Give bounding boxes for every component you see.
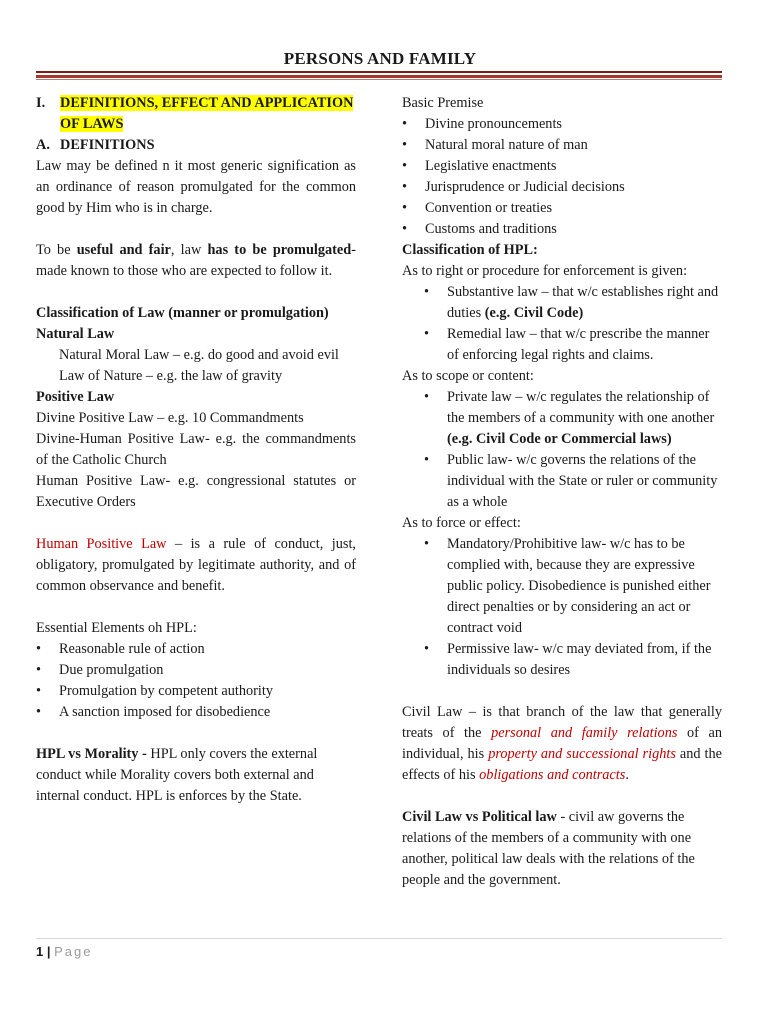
title-rule-middle [36,75,722,78]
divine-positive-law: Divine Positive Law – e.g. 10 Commandments [36,410,304,426]
enforcement-list [402,282,722,366]
hpl-vs-morality: HPL vs Morality - HPL only covers the external conduct while Morality covers both external and internal conduct. HPL is enforces by the State. [36,746,318,804]
title-rule-bottom [36,79,722,80]
list-item: • Divine pronouncements [402,114,722,135]
list-item: • Jurisprudence or Judicial decisions [402,177,722,198]
essential-elements-list [36,639,356,723]
classification-hpl-heading: Classification of HPL: [402,242,538,258]
page-footer: 1 | Page [36,944,93,959]
force-list [402,534,722,681]
list-item: • Legislative enactments [402,156,722,177]
list-item: • Due promulgation [36,660,356,681]
hpl-definition: Human Positive Law – is a rule of conduct, just, obligatory, promulgated by legitimate authority, and of common observance and benefit. [36,536,356,594]
list-item: • Natural moral nature of man [402,135,722,156]
title-rule-top [36,71,722,73]
subsection-number: A. [36,137,50,153]
list-item: • Customs and traditions [402,219,722,240]
subsection-title: DEFINITIONS [60,137,155,153]
as-to-right-label: As to right or procedure for enforcement is given: [402,263,688,279]
law-definition: Law may be defined n it most generic signification as an ordinance of reason promulgated for the common good by Him who is in charge. [36,158,356,216]
section-title: DEFINITIONS, EFFECT AND APPLICATION OF LAWS [60,95,354,132]
positive-law-heading: Positive Law [36,389,115,405]
as-to-force-label: As to force or effect: [402,515,521,531]
document-title: PERSONS AND FAMILY [283,49,477,68]
basic-premise-list [402,114,722,240]
scope-list [402,387,722,513]
classification-of-law-heading: Classification of Law (manner or promulgation) [36,305,329,321]
civil-vs-political-law: Civil Law vs Political law - civil aw governs the relations of the members of a community with one another, political law deals with the relations of the people and the government. [402,809,695,888]
law-of-nature: Law of Nature – e.g. the law of gravity [59,368,283,384]
divine-human-positive-law: Divine-Human Positive Law- e.g. the commandments of the Catholic Church [36,431,356,468]
page-label: Page [54,944,93,959]
list-item: • Promulgation by competent authority [36,681,356,702]
essential-elements-heading: Essential Elements oh HPL: [36,620,197,636]
list-item: • A sanction imposed for disobedience [36,702,356,723]
human-positive-law-example: Human Positive Law- e.g. congressional statutes or Executive Orders [36,473,356,510]
list-item: • Mandatory/Prohibitive law- w/c has to be complied with, because they are expressive public policy. Disobedience is punished either direct penalties or by considering an act or contract void [402,534,722,639]
section-number: I. [36,95,46,111]
page-number: 1 [36,944,44,959]
list-item: • Convention or treaties [402,198,722,219]
list-item: • Remedial law – that w/c prescribe the manner of enforcing legal rights and claims. [402,324,722,366]
basic-premise-heading: Basic Premise [402,95,484,111]
hpl-term: Human Positive Law [36,536,167,552]
section-heading [36,93,356,135]
footer-divider [36,938,722,939]
subsection-heading [36,135,356,156]
useful-paragraph: To be useful and fair, law has to be promulgated- made known to those who are expected to follow it. [36,242,356,279]
list-item: • Reasonable rule of action [36,639,356,660]
natural-law-heading: Natural Law [36,326,115,342]
as-to-scope-label: As to scope or content: [402,368,534,384]
list-item: • Permissive law- w/c may deviated from, if the individuals so desires [402,639,722,681]
list-item: • Substantive law – that w/c establishes right and duties (e.g. Civil Code) [402,282,722,324]
natural-moral-law: Natural Moral Law – e.g. do good and avoid evil [59,347,339,363]
list-item: • Public law- w/c governs the relations of the individual with the State or ruler or community as a whole [402,450,722,513]
civil-law-definition: Civil Law – is that branch of the law that generally treats of the personal and family relations of an individual, his property and successional rights and the effects of his obligations and contracts. [402,704,723,783]
right-column [402,93,722,891]
list-item: • Private law – w/c regulates the relationship of the members of a community with one another (e.g. Civil Code or Commercial laws) [402,387,722,450]
left-column [36,93,356,807]
